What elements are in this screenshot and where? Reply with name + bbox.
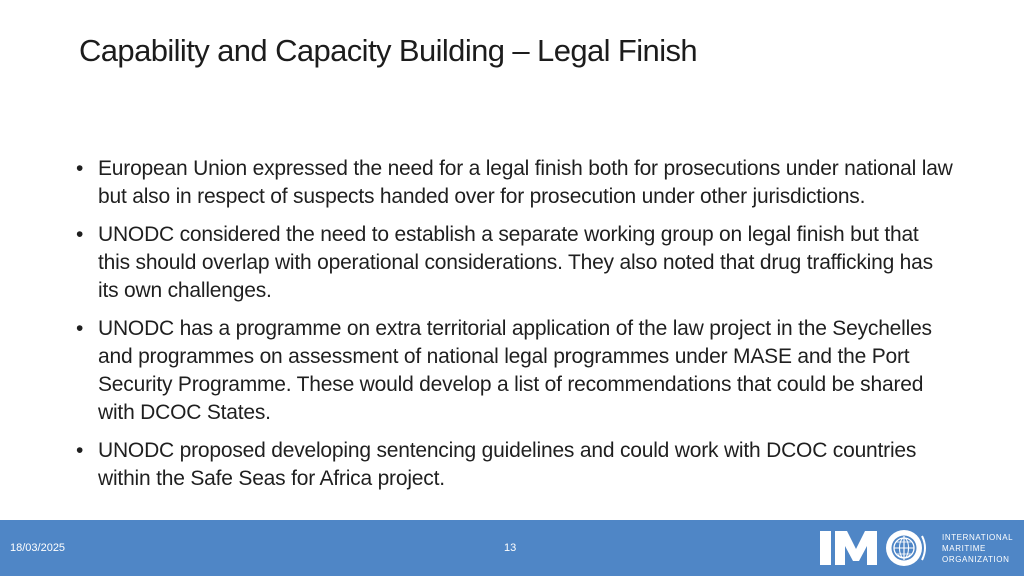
bullet-item xyxy=(76,315,956,427)
logo-line-maritime: MARITIME xyxy=(942,543,986,553)
bullet-marker: • xyxy=(76,439,84,462)
bullet-item xyxy=(76,155,956,211)
bullet-marker: • xyxy=(76,223,84,246)
imo-logo xyxy=(818,527,1013,569)
bullet-text: European Union expressed the need for a legal finish both for prosecutions under national law but also in respect of suspects handed over for prosecution under other jurisdictions. xyxy=(98,157,953,208)
imo-emblem-icon xyxy=(818,527,936,569)
bullet-item xyxy=(76,221,956,305)
slide-title: Capability and Capacity Building – Legal Finish xyxy=(79,33,698,68)
logo-line-international: INTERNATIONAL xyxy=(942,532,1014,542)
bullet-marker: • xyxy=(76,317,84,340)
logo-line-organization: ORGANIZATION xyxy=(942,554,1010,564)
imo-logo-text xyxy=(942,527,1013,569)
bullet-text: UNODC considered the need to establish a separate working group on legal finish but that this should overlap with operational considerations. They also noted that drug trafficking has its own challenges. xyxy=(98,223,933,302)
bullet-list xyxy=(76,155,956,503)
page-number: 13 xyxy=(504,542,517,554)
bullet-text: UNODC proposed developing sentencing guidelines and could work with DCOC countries within the Safe Seas for Africa project. xyxy=(98,439,917,490)
bullet-marker: • xyxy=(76,157,84,180)
bullet-item xyxy=(76,437,956,493)
footer-date: 18/03/2025 xyxy=(10,542,66,554)
bullet-text: UNODC has a programme on extra territorial application of the law project in the Seychelles and programmes on assessment of national legal programmes under MASE and the Port Security Programme. These would develop a list of recommendations that could be shared with DCOC States. xyxy=(98,317,932,424)
